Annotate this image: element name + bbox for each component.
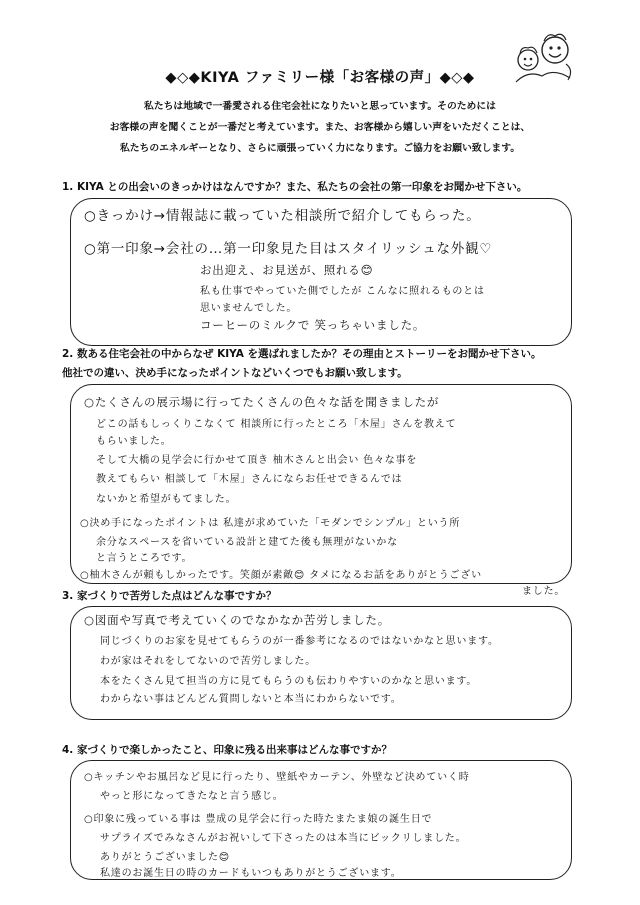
page-title: ◆◇◆KIYA ファミリー様「お客様の声」◆◇◆ [165, 70, 475, 86]
answer-line: 思いませんでした。 [200, 303, 298, 314]
answer-line: どこの話もしっくりこなくて 相談所に行ったところ「木屋」さんを教えて [96, 419, 457, 430]
answer-line: ありがとうございました😊 [100, 852, 231, 863]
question-title-line: 他社での違い、決め手になったポイントなどいくつでもお願い致します。 [62, 367, 408, 379]
answer-line: もらいました。 [96, 436, 172, 447]
answer-line: ○第一印象→会社の…第一印象見た目はスタイリッシュな外観♡ [84, 241, 493, 257]
answer-line: ○キッチンやお風呂など見に行ったり、壁紙やカーテン、外壁など決めていく時 [84, 772, 470, 783]
answer-line: ○図面や写真で考えていくのでなかなか苦労しました。 [84, 613, 391, 627]
answer-line: 教えてもらい 相談して「木屋」さんにならお任せできるんでは [96, 474, 403, 485]
answer-line: サプライズでみなさんがお祝いして下さったのは本当にビックリしました。 [100, 833, 467, 844]
answer-line: 本をたくさん見て担当の方に見てもらうのも伝わりやすいのかなと思います。 [100, 676, 478, 687]
answer-line: コーヒーのミルクで 笑っちゃいました。 [200, 318, 426, 332]
answer-line: やっと形になってきたなと言う感じ。 [100, 791, 284, 802]
answer-line: 余分なスペースを省いている設計と建てた後も無理がないかな [96, 537, 398, 548]
question-title-line: 2. 数ある住宅会社の中からなぜ KIYA を選ばれましたか？その理由とストーリーをお聞かせ下さい。 [62, 348, 542, 360]
answer-line: 同じづくりのお家を見せてもらうのが一番参考になるのではないかなと思います。 [100, 636, 499, 647]
question-1-title: 1. KIYA との出会いのきっかけはなんですか？また、私たちの会社の第一印象をお聞かせ下さい。 [62, 181, 528, 193]
answer-line: ○たくさんの展示場に行ってたくさんの色々な話を聞きましたが [84, 395, 440, 409]
intro-text [70, 96, 570, 159]
answer-line: わからない事はどんどん質問しないと本当にわからないです。 [100, 694, 402, 705]
answer-line: ました。 [522, 586, 566, 597]
answer-line: 私達のお誕生日の時のカードもいつもありがとうございます。 [100, 868, 402, 879]
question-3-title: 3. 家づくりで苦労した点はどんな事ですか？ [62, 590, 277, 602]
answer-line: わが家はそれをしてないので苦労しました。 [100, 656, 316, 667]
answer-line: ○印象に残っている事は 豊成の見学会に行った時たまたま娘の誕生日で [84, 814, 433, 825]
intro-line: 私たちは地域で一番愛される住宅会社になりたいと思っています。そのためには [144, 101, 496, 112]
question-2-title [62, 345, 542, 383]
answer-line: と言うところです。 [96, 553, 193, 564]
intro-line: お客様の声を聞くことが一番だと考えています。また、お客様から嬉しい声をいただくことは、 [109, 122, 531, 133]
answer-line: そして大橋の見学会に行かせて頂き 柚木さんと出会い 色々な事を [96, 455, 418, 466]
answer-line: ないかと希望がもてました。 [96, 494, 237, 505]
intro-line: 私たちのエネルギーとなり、さらに頑張っていく力になります。ご協力をお願い致します。 [119, 143, 521, 154]
question-4-title: 4. 家づくりで楽しかったこと、印象に残る出来事はどんな事ですか？ [62, 744, 392, 756]
answer-line: ○きっかけ→情報誌に載っていた相談所で紹介してもらった。 [84, 208, 481, 224]
answer-line: 私も仕事でやっていた側でしたが こんなに照れるものとは [200, 286, 485, 297]
answer-line: ○決め手になったポイントは 私達が求めていた「モダンでシンプル」という所 [80, 518, 461, 529]
answer-line: お出迎え、お見送が、照れる😊 [200, 263, 374, 277]
answer-line: ○柚木さんが頼もしかったです。笑顔が素敵😊 タメになるお話をありがとうござい [80, 570, 482, 581]
